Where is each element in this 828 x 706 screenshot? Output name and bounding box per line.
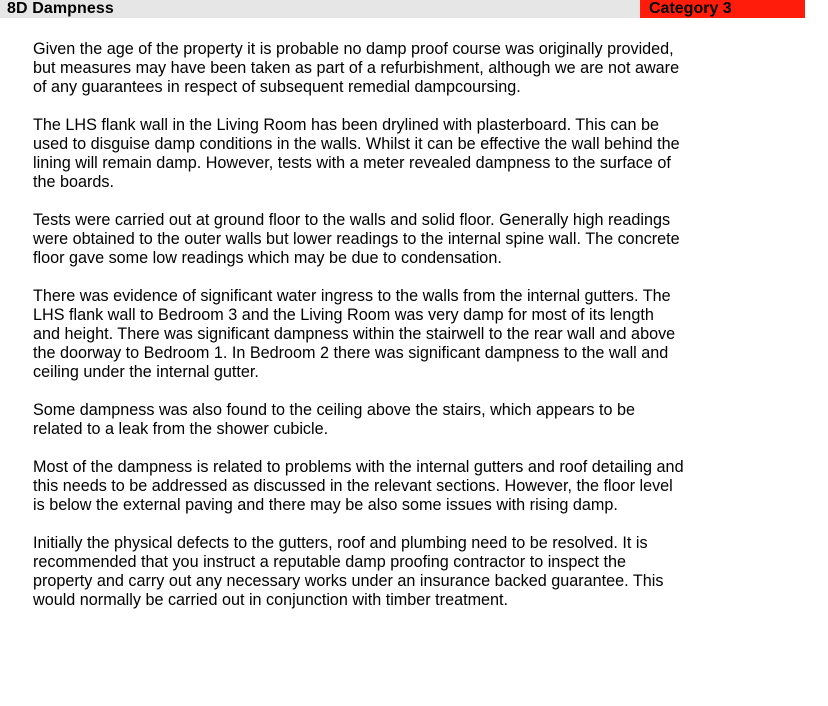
paragraph-recommendation: Initially the physical defects to the gutters, roof and plumbing need to be resolved. It is recommended that you instruct a reputable damp proofing contractor to inspect the property and carry out any necessary works under an insurance backed guarantee. This would normally be carried out in conjunction with timber treatment. [33, 534, 664, 609]
section-title: 8D Dampness [7, 0, 114, 17]
category-badge [640, 0, 805, 18]
section-header-bar [0, 0, 805, 18]
section-body [33, 40, 803, 629]
category-label: Category 3 [649, 0, 732, 17]
paragraph-meter-tests: Tests were carried out at ground floor to the walls and solid floor. Generally high readings were obtained to the outer walls but lower readings to the internal spine wall. The concrete floor gave some low readings which may be due to condensation. [33, 211, 680, 267]
paragraph-drylining: The LHS flank wall in the Living Room has been drylined with plasterboard. This can be used to disguise damp conditions in the walls. Whilst it can be effective the wall behind the lining will remain damp. However, tests with a meter revealed dampness to the surface of the boards. [33, 116, 680, 191]
paragraph-gutters-roof: Most of the dampness is related to problems with the internal gutters and roof detailing and this needs to be addressed as discussed in the relevant sections. However, the floor level is below the external paving and there may be also some issues with rising damp. [33, 458, 684, 514]
paragraph-water-ingress: There was evidence of significant water ingress to the walls from the internal gutters. The LHS flank wall to Bedroom 3 and the Living Room was very damp for most of its length and height. There was significant dampness within the stairwell to the rear wall and above the doorway to Bedroom 1. In Bedroom 2 there was significant dampness to the wall and ceiling under the internal gutter. [33, 287, 676, 381]
paragraph-ceiling-leak: Some dampness was also found to the ceiling above the stairs, which appears to be related to a leak from the shower cubicle. [33, 401, 635, 438]
paragraph-damp-proof-course: Given the age of the property it is probable no damp proof course was originally provided, but measures may have been taken as part of a refurbishment, although we are not aware of any guarantees in respect of subsequent remedial dampcoursing. [33, 40, 680, 96]
